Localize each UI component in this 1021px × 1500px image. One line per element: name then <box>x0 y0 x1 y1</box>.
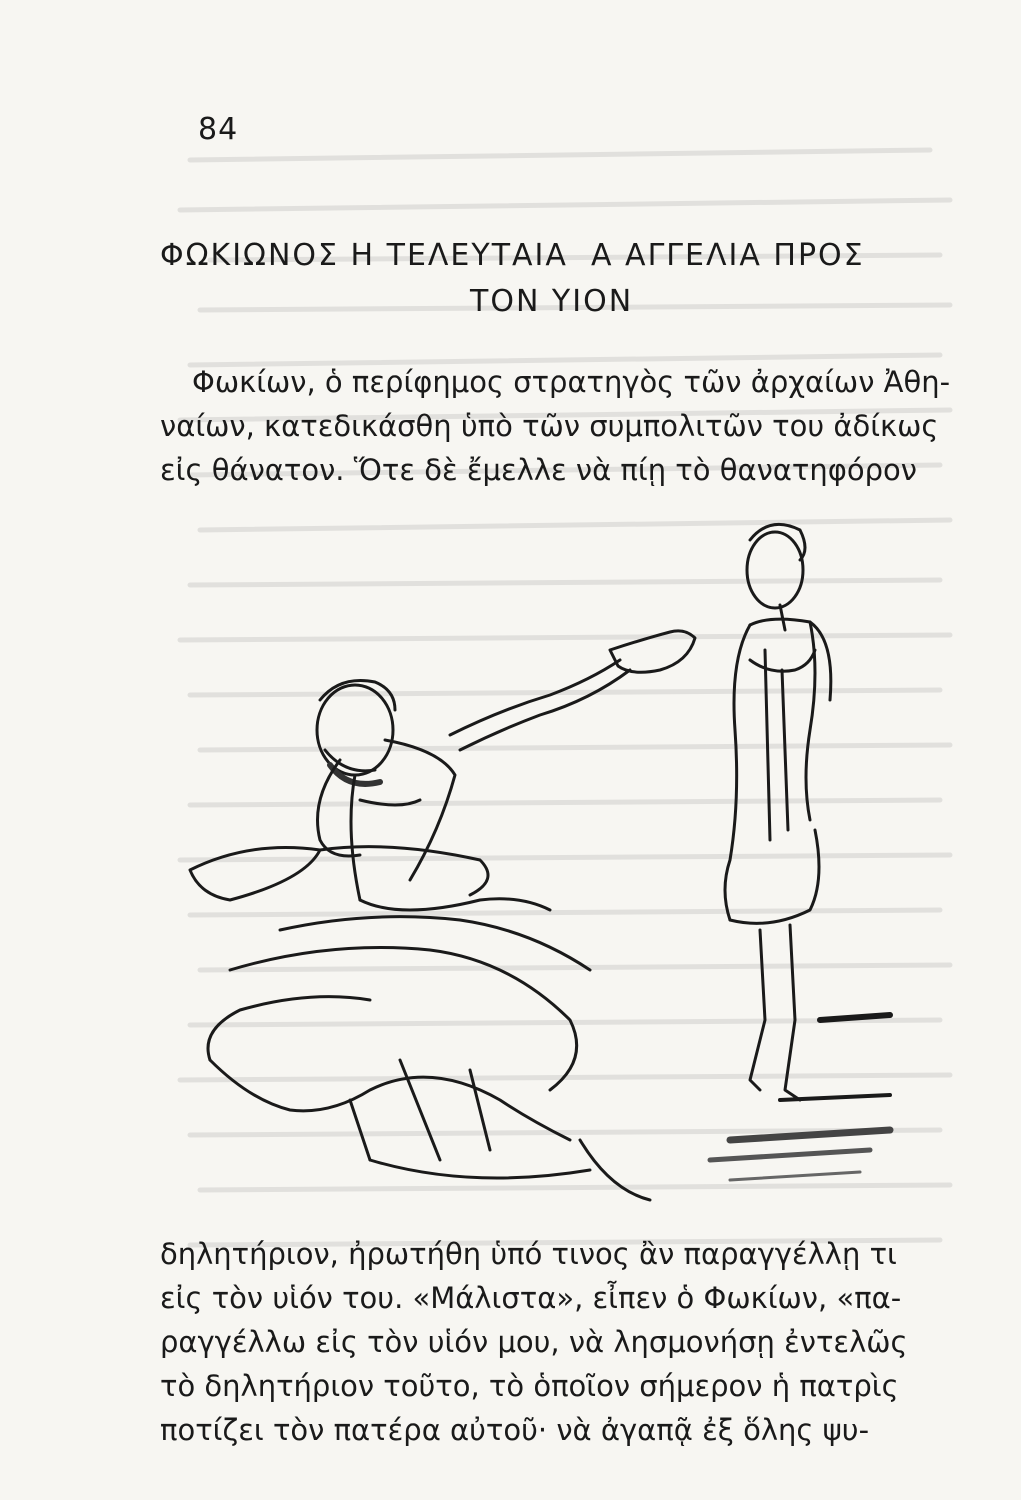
closing-line-3: ραγγέλλω εἰς τὸν υἱόν μου, νὰ λησμονήσῃ ἐντελῶς <box>160 1325 908 1359</box>
closing-line-5: ποτίζει τὸν πατέρα αὐτοῦ· νὰ ἀγαπᾷ ἐξ ὅλης ψυ- <box>160 1413 870 1447</box>
intro-line-1: Φωκίων, ὁ περίφημος στρατηγὸς τῶν ἀρχαίων Ἀθη- <box>192 365 951 399</box>
chapter-title-line-1: ΦΩΚΙΩΝΟΣ Η ΤΕΛΕΥΤΑΙΑ Α ΑΓΓΕΛΙΑ ΠΡΟΣ <box>160 238 865 273</box>
intro-line-3: εἰς θάνατον. Ὅτε δὲ ἔμελλε νὰ πίῃ τὸ θανατηφόρον <box>160 453 917 487</box>
closing-line-2: εἰς τὸν υἱόν του. «Μάλιστα», εἶπεν ὁ Φωκίων, «πα- <box>160 1281 902 1315</box>
closing-line-4: τὸ δηλητήριον τοῦτο, τὸ ὁποῖον σήμερον ἡ πατρὶς <box>160 1369 899 1403</box>
closing-line-1: δηλητήριον, ἠρωτήθη ὑπό τινος ἂν παραγγέλλῃ τι <box>160 1237 897 1271</box>
intro-line-2: ναίων, κατεδικάσθη ὑπὸ τῶν συμπολιτῶν του ἀδίκως <box>160 409 939 443</box>
phocion-drinking-hemlock-illustration <box>170 500 930 1220</box>
chapter-title-line-2: ΤΟΝ ΥΙΟΝ <box>470 284 634 319</box>
page-number: 84 <box>198 112 239 147</box>
